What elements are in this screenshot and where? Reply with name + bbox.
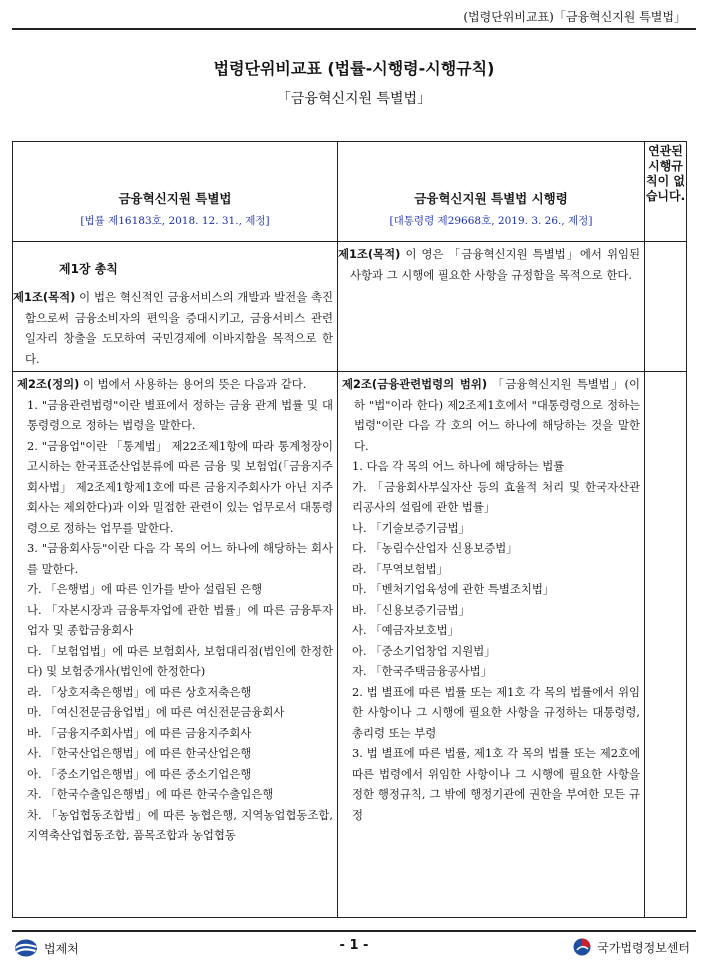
list-item: 자. 「한국수출입은행법」에 따른 한국수출입은행 <box>27 787 274 801</box>
list-item: 사. 「예금자보호법」 <box>352 623 460 637</box>
list-item: 1. 다음 각 목의 어느 하나에 해당하는 법률 <box>352 459 565 473</box>
running-header: (법령단위비교표)「금융혁신지원 특별법」 <box>463 10 686 24</box>
table-row <box>13 242 687 372</box>
list-item: 나. 「기술보증기금법」 <box>352 520 471 535</box>
article-heading: 제2조(정의) <box>17 377 80 391</box>
article-text: 「금융혁신지원 특별법」(이하 "법"이라 한다) 제2조제1호에서 "대통령령으로 정하는 법령"이란 다음 각 호의 어느 하나에 해당하는 것을 말한다. <box>354 377 640 453</box>
law-article-1 <box>13 285 337 371</box>
list-item: 가. 「은행법」에 따른 인가를 받아 설립된 은행 <box>27 582 263 596</box>
list-item: 차. 「농업협동조합법」에 따른 농협은행, 지역농업협동조합, 지역축산업협동조합, 품목조합과 농업협동 <box>27 807 333 842</box>
article-text: 이 법은 혁신적인 금융서비스의 개발과 발전을 촉진함으로써 금융소비자의 편익을 증대시키고, 금융서비스 관련 일자리 창출을 도모하여 국민경제에 이바지함을 목적으로 한다. <box>25 290 333 366</box>
list-item: 2. 법 별표에 따른 법률 또는 제1호 각 목의 법률에서 위임한 사항이나 그 시행에 필요한 사항을 규정하는 대통령령, 총리령 또는 부령 <box>352 684 640 740</box>
list-item: 1. "금융관련법령"이란 별표에서 정하는 금융 관계 법률 및 대통령령으로 정하는 법령을 말한다. <box>27 397 333 432</box>
footer-divider <box>12 930 696 932</box>
law-article-2 <box>13 372 337 848</box>
header-cell-decree <box>338 142 645 242</box>
rules-column-title: 연관된 시행규칙이 없습니다. <box>645 144 686 203</box>
rules-cell-empty <box>645 242 687 372</box>
decree-article-1 <box>338 242 644 287</box>
article-heading: 제1조(목적) <box>13 290 76 304</box>
comparison-table <box>12 141 687 918</box>
decree-item-list <box>342 456 640 825</box>
list-item: 3. 법 별표에 따른 법률, 제1호 각 목의 법률 또는 제2호에 따른 법령에서 위임한 사항이나 그 시행에 필요한 사항을 정한 행정규칙, 그 밖에 행정기관에 권한을 부여한 모든 규정 <box>352 746 640 822</box>
list-item: 아. 「중소기업은행법」에 따른 중소기업은행 <box>27 766 252 781</box>
law-column-note: [법률 제16183호, 2018. 12. 31., 제정] <box>80 215 270 227</box>
footer-org-label: 법제처 <box>44 941 79 956</box>
decree-column-note: [대통령령 제29668호, 2019. 3. 26., 제정] <box>389 215 593 227</box>
list-item: 나. 「자본시장과 금융투자업에 관한 법률」에 따른 금융투자업자 및 종합금융회사 <box>27 602 333 637</box>
list-item: 마. 「벤처기업육성에 관한 특별조치법」 <box>352 582 555 596</box>
chapter-heading: 제1장 총칙 <box>59 262 118 276</box>
page-number: - 1 - <box>339 938 369 953</box>
list-item: 3. "금융회사등"이란 다음 각 목의 어느 하나에 해당하는 회사를 말한다. <box>27 541 333 576</box>
list-item: 다. 「농림수산업자 신용보증법」 <box>352 541 518 555</box>
list-item: 다. 「보험업법」에 따른 보험회사, 보험대리점(법인에 한정한다) 및 보험중개사(법인에 한정한다) <box>27 643 333 678</box>
rules-cell-empty <box>645 372 687 918</box>
law-item-list <box>17 395 333 846</box>
list-item: 마. 「여신전문금융업법」에 따른 여신전문금융회사 <box>27 705 285 719</box>
article-heading: 제1조(목적) <box>338 247 401 261</box>
list-item: 라. 「무역보험법」 <box>352 561 449 576</box>
article-text: 이 영은 「금융혁신지원 특별법」에서 위임된 사항과 그 시행에 필요한 사항을 규정함을 목적으로 한다. <box>350 247 640 282</box>
header-cell-rules <box>645 142 687 242</box>
document-title: 법령단위비교표 (법률-시행령-시행규칙) <box>213 59 495 78</box>
header-divider <box>12 28 696 30</box>
header-cell-law <box>13 142 338 242</box>
list-item: 사. 「한국산업은행법」에 따른 한국산업은행 <box>27 746 252 760</box>
article-text: 이 법에서 사용하는 용어의 뜻은 다음과 같다. <box>79 377 307 391</box>
law-column-title: 금융혁신지원 특별법 <box>118 191 232 206</box>
list-item: 아. 「중소기업창업 지원법」 <box>352 643 496 658</box>
law-cell-article-2 <box>13 372 338 918</box>
article-lead <box>342 374 640 456</box>
list-item: 바. 「신용보증기금법」 <box>352 602 471 617</box>
decree-column-title: 금융혁신지원 특별법 시행령 <box>414 191 568 206</box>
article-lead <box>17 374 333 395</box>
list-item: 가. 「금융회사부실자산 등의 효율적 처리 및 한국자산관리공사의 설립에 관한 법률」 <box>352 479 640 514</box>
list-item: 라. 「상호저축은행법」에 따른 상호저축은행 <box>27 684 252 699</box>
footer-center-label: 국가법령정보센터 <box>597 940 690 955</box>
decree-cell-article-2 <box>338 372 645 918</box>
document-subtitle: 「금융혁신지원 특별법」 <box>276 91 432 107</box>
list-item: 바. 「금융지주회사법」에 따른 금융지주회사 <box>27 725 252 740</box>
list-item: 자. 「한국주택금융공사법」 <box>352 664 493 678</box>
table-header-row <box>13 142 687 242</box>
footer-right <box>573 938 690 956</box>
law-center-logo-icon <box>573 938 591 956</box>
decree-article-2 <box>338 372 644 827</box>
list-item: 2. "금융업"이란 「통계법」 제22조제1항에 따라 통계청장이 고시하는 한국표준산업분류에 따른 금융 및 보험업(「금융지주회사법」 제2조제1항제1호에 따른 금융지주회사가 아닌 지주회사는 제외한다)과 이와 밀접한 관련이 있는 업무로서 대통령령으로 정하는 업무를 말한다. <box>27 438 333 535</box>
law-cell-article-1 <box>13 242 338 372</box>
decree-cell-article-1 <box>338 242 645 372</box>
table-row <box>13 372 687 918</box>
article-heading: 제2조(금융관련법령의 범위) <box>342 377 488 391</box>
